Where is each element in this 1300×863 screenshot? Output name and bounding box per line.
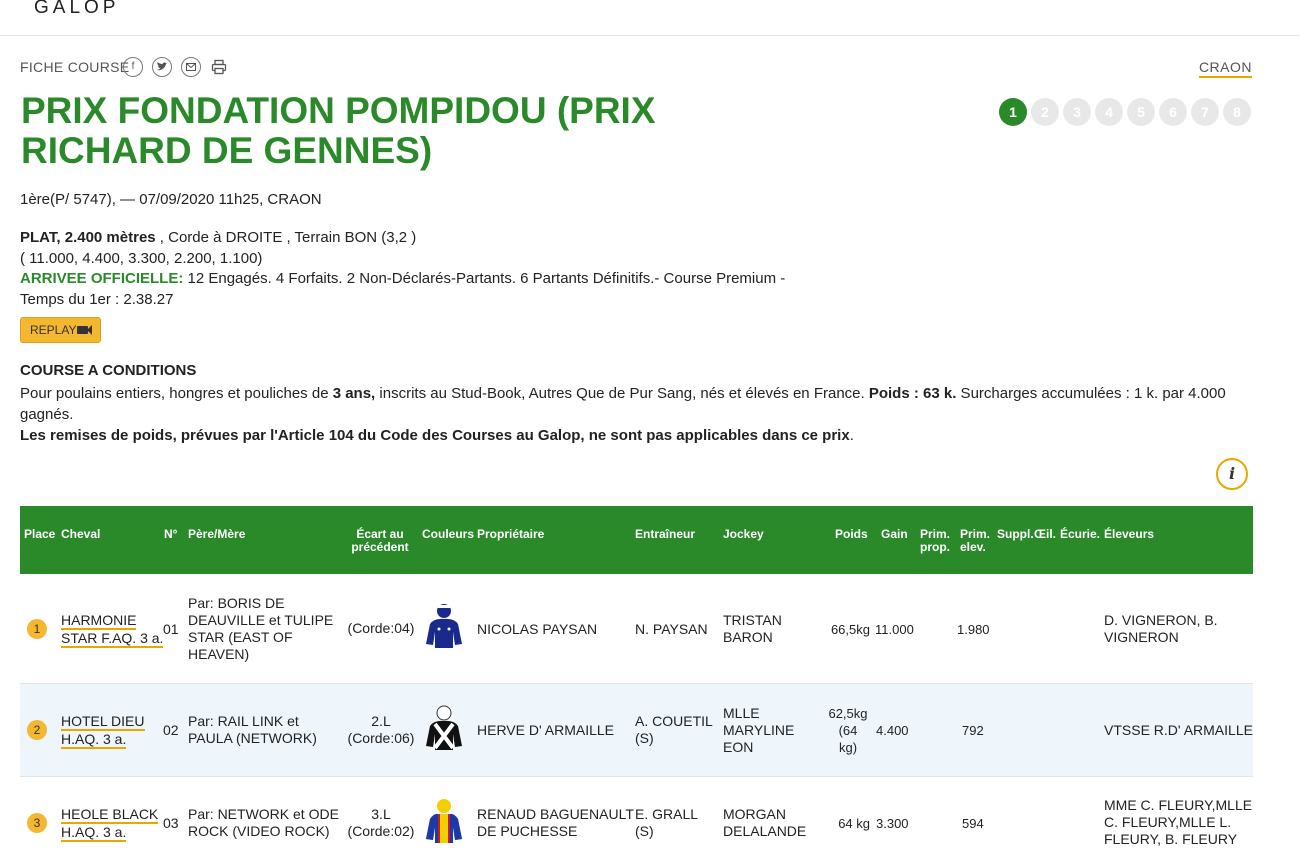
gain: 3.300	[876, 816, 909, 831]
place-badge: 3	[27, 813, 47, 833]
conditions-text-part: inscrits au Stud-Book, Autres Que de Pur Sang, nés et élevés en France.	[375, 385, 869, 402]
table-row	[20, 777, 1253, 863]
breeders: MME C. FLEURY,MLLE C. FLEURY,MLLE L. FLEURY, B. FLEURY	[1104, 797, 1253, 847]
race-5-button[interactable]: 5	[1127, 98, 1155, 126]
trainer: E. GRALL (S)	[635, 806, 699, 839]
header-suppl[interactable]: Suppl.	[997, 527, 1034, 541]
black-white-silk-icon	[424, 704, 464, 752]
horse-number: 02	[163, 722, 179, 738]
ecart: 3.L (Corde:02)	[347, 806, 415, 839]
conditions-title: COURSE A CONDITIONS	[20, 362, 197, 379]
results-table-header	[20, 506, 1253, 574]
header-ecurie[interactable]: Écurie.	[1060, 527, 1101, 541]
blue-silk-icon	[424, 602, 464, 650]
info-icon[interactable]: i	[1216, 458, 1248, 490]
breeders: VTSSE R.D' ARMAILLE	[1104, 722, 1253, 738]
race-subinfo: 1ère(P/ 5747), — 07/09/2020 11h25, CRAON	[20, 191, 322, 208]
header-num[interactable]: N°	[164, 527, 178, 541]
conditions-weight: Poids : 63 k.	[868, 385, 957, 402]
jockey: MORGAN DELALANDE	[723, 806, 807, 839]
place-badge: 2	[27, 720, 47, 740]
jockey: TRISTAN BARON	[723, 612, 782, 645]
weight: 66,5kg	[830, 622, 870, 637]
top-bar	[0, 0, 1300, 36]
race-3-button[interactable]: 3	[1063, 98, 1091, 126]
weight: 64 kg	[838, 816, 870, 831]
race-distance: PLAT, 2.400 mètres	[20, 229, 156, 246]
header-place[interactable]: Place	[24, 527, 56, 541]
header-ecart[interactable]: Écart au précédent	[351, 527, 409, 554]
prim-elev: 594	[962, 816, 984, 831]
race-details	[20, 228, 920, 310]
horse-link[interactable]: HARMONIE STAR F.AQ. 3 a.	[61, 612, 164, 646]
arrivee-label: ARRIVEE OFFICIELLE:	[20, 270, 184, 287]
header-cheval[interactable]: Cheval	[61, 527, 101, 541]
gain: 4.400	[876, 723, 909, 738]
header-pere[interactable]: Père/Mère	[188, 527, 246, 541]
race-track: , Corde à DROITE , Terrain BON (3,2 )	[155, 229, 417, 246]
header-prim-elev[interactable]: Prim. elev.	[960, 527, 991, 554]
header-jockey[interactable]: Jockey	[723, 527, 764, 541]
table-row	[20, 574, 1253, 684]
owner: RENAUD BAGUENAULT DE PUCHESSE	[477, 806, 634, 839]
race-1-button[interactable]: 1	[999, 98, 1027, 126]
venue-link[interactable]: CRAON	[1199, 59, 1252, 78]
race-8-button[interactable]: 8	[1223, 98, 1251, 126]
header-poids[interactable]: Poids	[835, 527, 868, 541]
header-oeil[interactable]: Œil.	[1034, 527, 1057, 541]
trainer: N. PAYSAN	[635, 621, 708, 637]
conditions-text-part: Pour poulains entiers, hongres et pouliches de	[20, 385, 333, 402]
race-6-button[interactable]: 6	[1159, 98, 1187, 126]
prim-elev: 1.980	[957, 622, 990, 637]
print-icon[interactable]	[211, 59, 227, 75]
breeders: D. VIGNERON, B. VIGNERON	[1104, 612, 1218, 645]
ecart: (Corde:04)	[347, 620, 415, 636]
race-4-button[interactable]: 4	[1095, 98, 1123, 126]
prim-elev: 792	[962, 723, 984, 738]
horse-number: 01	[163, 621, 179, 637]
replay-label: REPLAY	[30, 323, 77, 337]
trainer: A. COUETIL (S)	[635, 713, 713, 746]
race-2-button[interactable]: 2	[1031, 98, 1059, 126]
site-logo[interactable]: GALOP	[34, 0, 120, 18]
facebook-icon[interactable]: f	[123, 57, 143, 77]
place-badge: 1	[27, 619, 47, 639]
owner: NICOLAS PAYSAN	[477, 621, 598, 637]
winner-time: Temps du 1er : 2.38.27	[20, 290, 174, 308]
header-prim-prop[interactable]: Prim. prop.	[920, 527, 951, 554]
race-7-button[interactable]: 7	[1191, 98, 1219, 126]
pedigree: Par: RAIL LINK et PAULA (NETWORK)	[188, 713, 317, 746]
section-label: FICHE COURSE	[20, 59, 130, 75]
conditions-note-end: .	[849, 427, 854, 444]
header-proprietaire[interactable]: Propriétaire	[477, 527, 545, 541]
yellow-red-blue-silk-icon	[424, 797, 464, 845]
conditions-text-part: Surcharges accumulées : 1 k. par 4.000 gagnés.	[20, 385, 1226, 423]
race-prizes: ( 11.000, 4.400, 3.300, 2.200, 1.100)	[20, 249, 263, 267]
twitter-icon[interactable]	[152, 57, 172, 77]
jockey: MLLE MARYLINE EON	[723, 705, 795, 755]
race-number-selector	[999, 98, 1251, 126]
header-gain[interactable]: Gain	[881, 527, 908, 541]
horse-number: 03	[163, 815, 179, 831]
conditions-age: 3 ans,	[332, 385, 376, 402]
mail-icon[interactable]	[181, 57, 201, 77]
pedigree: Par: BORIS DE DEAUVILLE et TULIPE STAR (EAST OF HEAVEN)	[188, 595, 334, 662]
race-title: PRIX FONDATION POMPIDOU (PRIX RICHARD DE GENNES)	[21, 90, 656, 171]
header-couleurs[interactable]: Couleurs	[422, 527, 475, 541]
horse-link[interactable]: HEOLE BLACK H.AQ. 3 a.	[61, 806, 159, 840]
conditions-note: Les remises de poids, prévues par l'Article 104 du Code des Courses au Galop, ne sont pas applicables dans ce prix	[20, 427, 850, 444]
pedigree: Par: NETWORK et ODE ROCK (VIDEO ROCK)	[188, 806, 339, 839]
header-entraineur[interactable]: Entraîneur	[635, 527, 696, 541]
ecart: 2.L (Corde:06)	[347, 713, 415, 746]
owner: HERVE D' ARMAILLE	[477, 722, 615, 738]
horse-link[interactable]: HOTEL DIEU H.AQ. 3 a.	[61, 713, 145, 747]
conditions-text	[20, 383, 1260, 446]
weight: 62,5kg (64 kg)	[828, 706, 868, 755]
gain: 11.000	[875, 622, 914, 637]
header-eleveurs[interactable]: Éleveurs	[1104, 527, 1155, 541]
arrivee-text: 12 Engagés. 4 Forfaits. 2 Non-Déclarés-Partants. 6 Partants Définitifs.- Course Premium -	[183, 270, 786, 287]
table-row	[20, 684, 1253, 777]
replay-button[interactable]	[20, 317, 101, 343]
